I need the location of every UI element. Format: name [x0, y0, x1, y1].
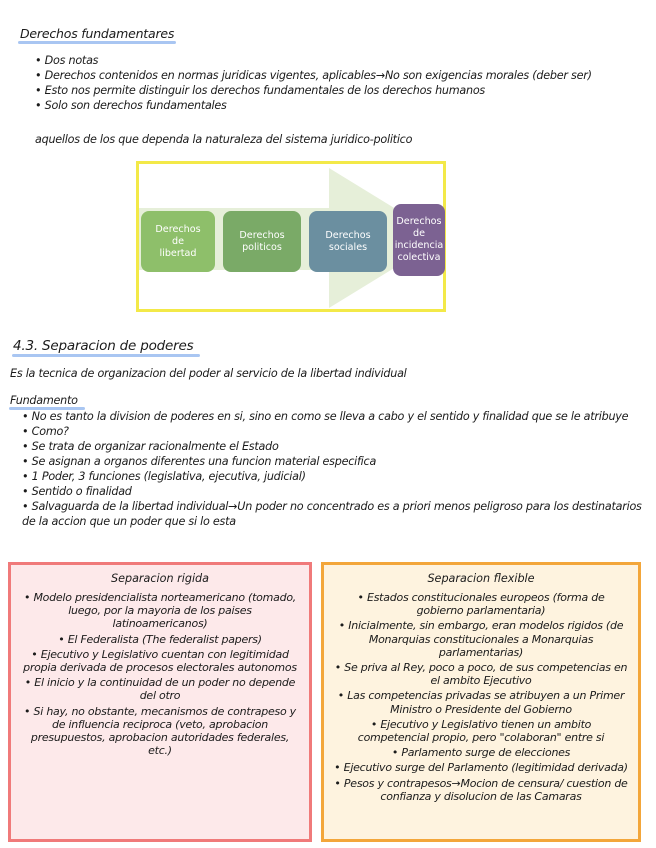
flexible-list [334, 591, 628, 803]
list-item: • 1 Poder, 3 funciones (legislativa, ejecutiva, judicial) [22, 469, 648, 484]
list-item: • Se priva al Rey, poco a poco, de sus competencias en el ambito Ejecutivo [334, 661, 628, 687]
flexible-separation-box [321, 562, 641, 842]
diagram-box-sociales: Derechos sociales [309, 211, 387, 272]
separacion-definition: Es la tecnica de organizacion del poder al servicio de la libertad individual [10, 367, 407, 380]
list-item: • Se trata de organizar racionalmente el Estado [22, 439, 648, 454]
derechos-notes-list [35, 53, 635, 113]
section-title-separacion: 4.3. Separacion de poderes [13, 338, 194, 354]
list-item: • Salvaguarda de la libertad individual→Un poder no concentrado es a priori menos peligroso para los destinatarios de la accion que un poder que si lo esta [22, 499, 648, 529]
derechos-continuation: aquellos de los que dependa la naturaleza del sistema juridico-politico [35, 133, 413, 146]
list-item: • Pesos y contrapesos→Mocion de censura/ cuestion de confianza y disolucion de las Camaras [334, 777, 628, 803]
list-item: • Sentido o finalidad [22, 484, 648, 499]
diagram-box-libertad: Derechos de libertad [141, 211, 215, 272]
diagram-box-incidencia: Derechos de incidencia colectiva [393, 204, 445, 276]
list-item: • Esto nos permite distinguir los derechos fundamentales de los derechos humanos [35, 83, 635, 98]
list-item: • No es tanto la division de poderes en si, sino en como se lleva a cabo y el sentido y finalidad que se le atribuye [22, 409, 648, 424]
list-item: • El Federalista (The federalist papers) [21, 633, 299, 646]
title-underline [18, 41, 176, 44]
list-item: • El inicio y la continuidad de un poder no depende del otro [21, 676, 299, 702]
list-item: • Solo son derechos fundamentales [35, 98, 635, 113]
list-item: • Ejecutivo surge del Parlamento (legitimidad derivada) [334, 761, 628, 774]
list-item: • Parlamento surge de elecciones [334, 746, 628, 759]
list-item: • Dos notas [35, 53, 635, 68]
list-item: • Inicialmente, sin embargo, eran modelos rigidos (de Monarquias constitucionales a Monarquias parlamentarias) [334, 619, 628, 659]
list-item: • Estados constitucionales europeos (forma de gobierno parlamentaria) [334, 591, 628, 617]
list-item: • Si hay, no obstante, mecanismos de contrapeso y de influencia reciproca (veto, aprobacion presupuestos, aprobacion autoridades federales, etc.) [21, 705, 299, 758]
list-item: • Como? [22, 424, 648, 439]
fundamento-list [22, 409, 648, 529]
list-item: • Derechos contenidos en normas juridicas vigentes, aplicables→No son exigencias morales (deber ser) [35, 68, 635, 83]
rigid-list [21, 591, 299, 757]
rigid-separation-box [8, 562, 312, 842]
rigid-title: Separacion rigida [110, 572, 210, 585]
list-item: • Se asignan a organos diferentes una funcion material especifica [22, 454, 648, 469]
rights-diagram [136, 161, 446, 312]
flexible-title: Separacion flexible [427, 572, 535, 585]
section-title-derechos: Derechos fundamentares [20, 26, 175, 41]
list-item: • Ejecutivo y Legislativo tienen un ambito competencial propio, pero "colaboran" entre si [334, 718, 628, 744]
list-item: • Las competencias privadas se atribuyen a un Primer Ministro o Presidente del Gobierno [334, 689, 628, 715]
title-underline [12, 354, 200, 357]
list-item: • Ejecutivo y Legislativo cuentan con legitimidad propia derivada de procesos electorales autonomos [21, 648, 299, 674]
diagram-box-politicos: Derechos politicos [223, 211, 301, 272]
fundamento-subtitle: Fundamento [10, 394, 78, 407]
list-item: • Modelo presidencialista norteamericano (tomado, luego, por la mayoria de los paises latinoamericanos) [21, 591, 299, 631]
